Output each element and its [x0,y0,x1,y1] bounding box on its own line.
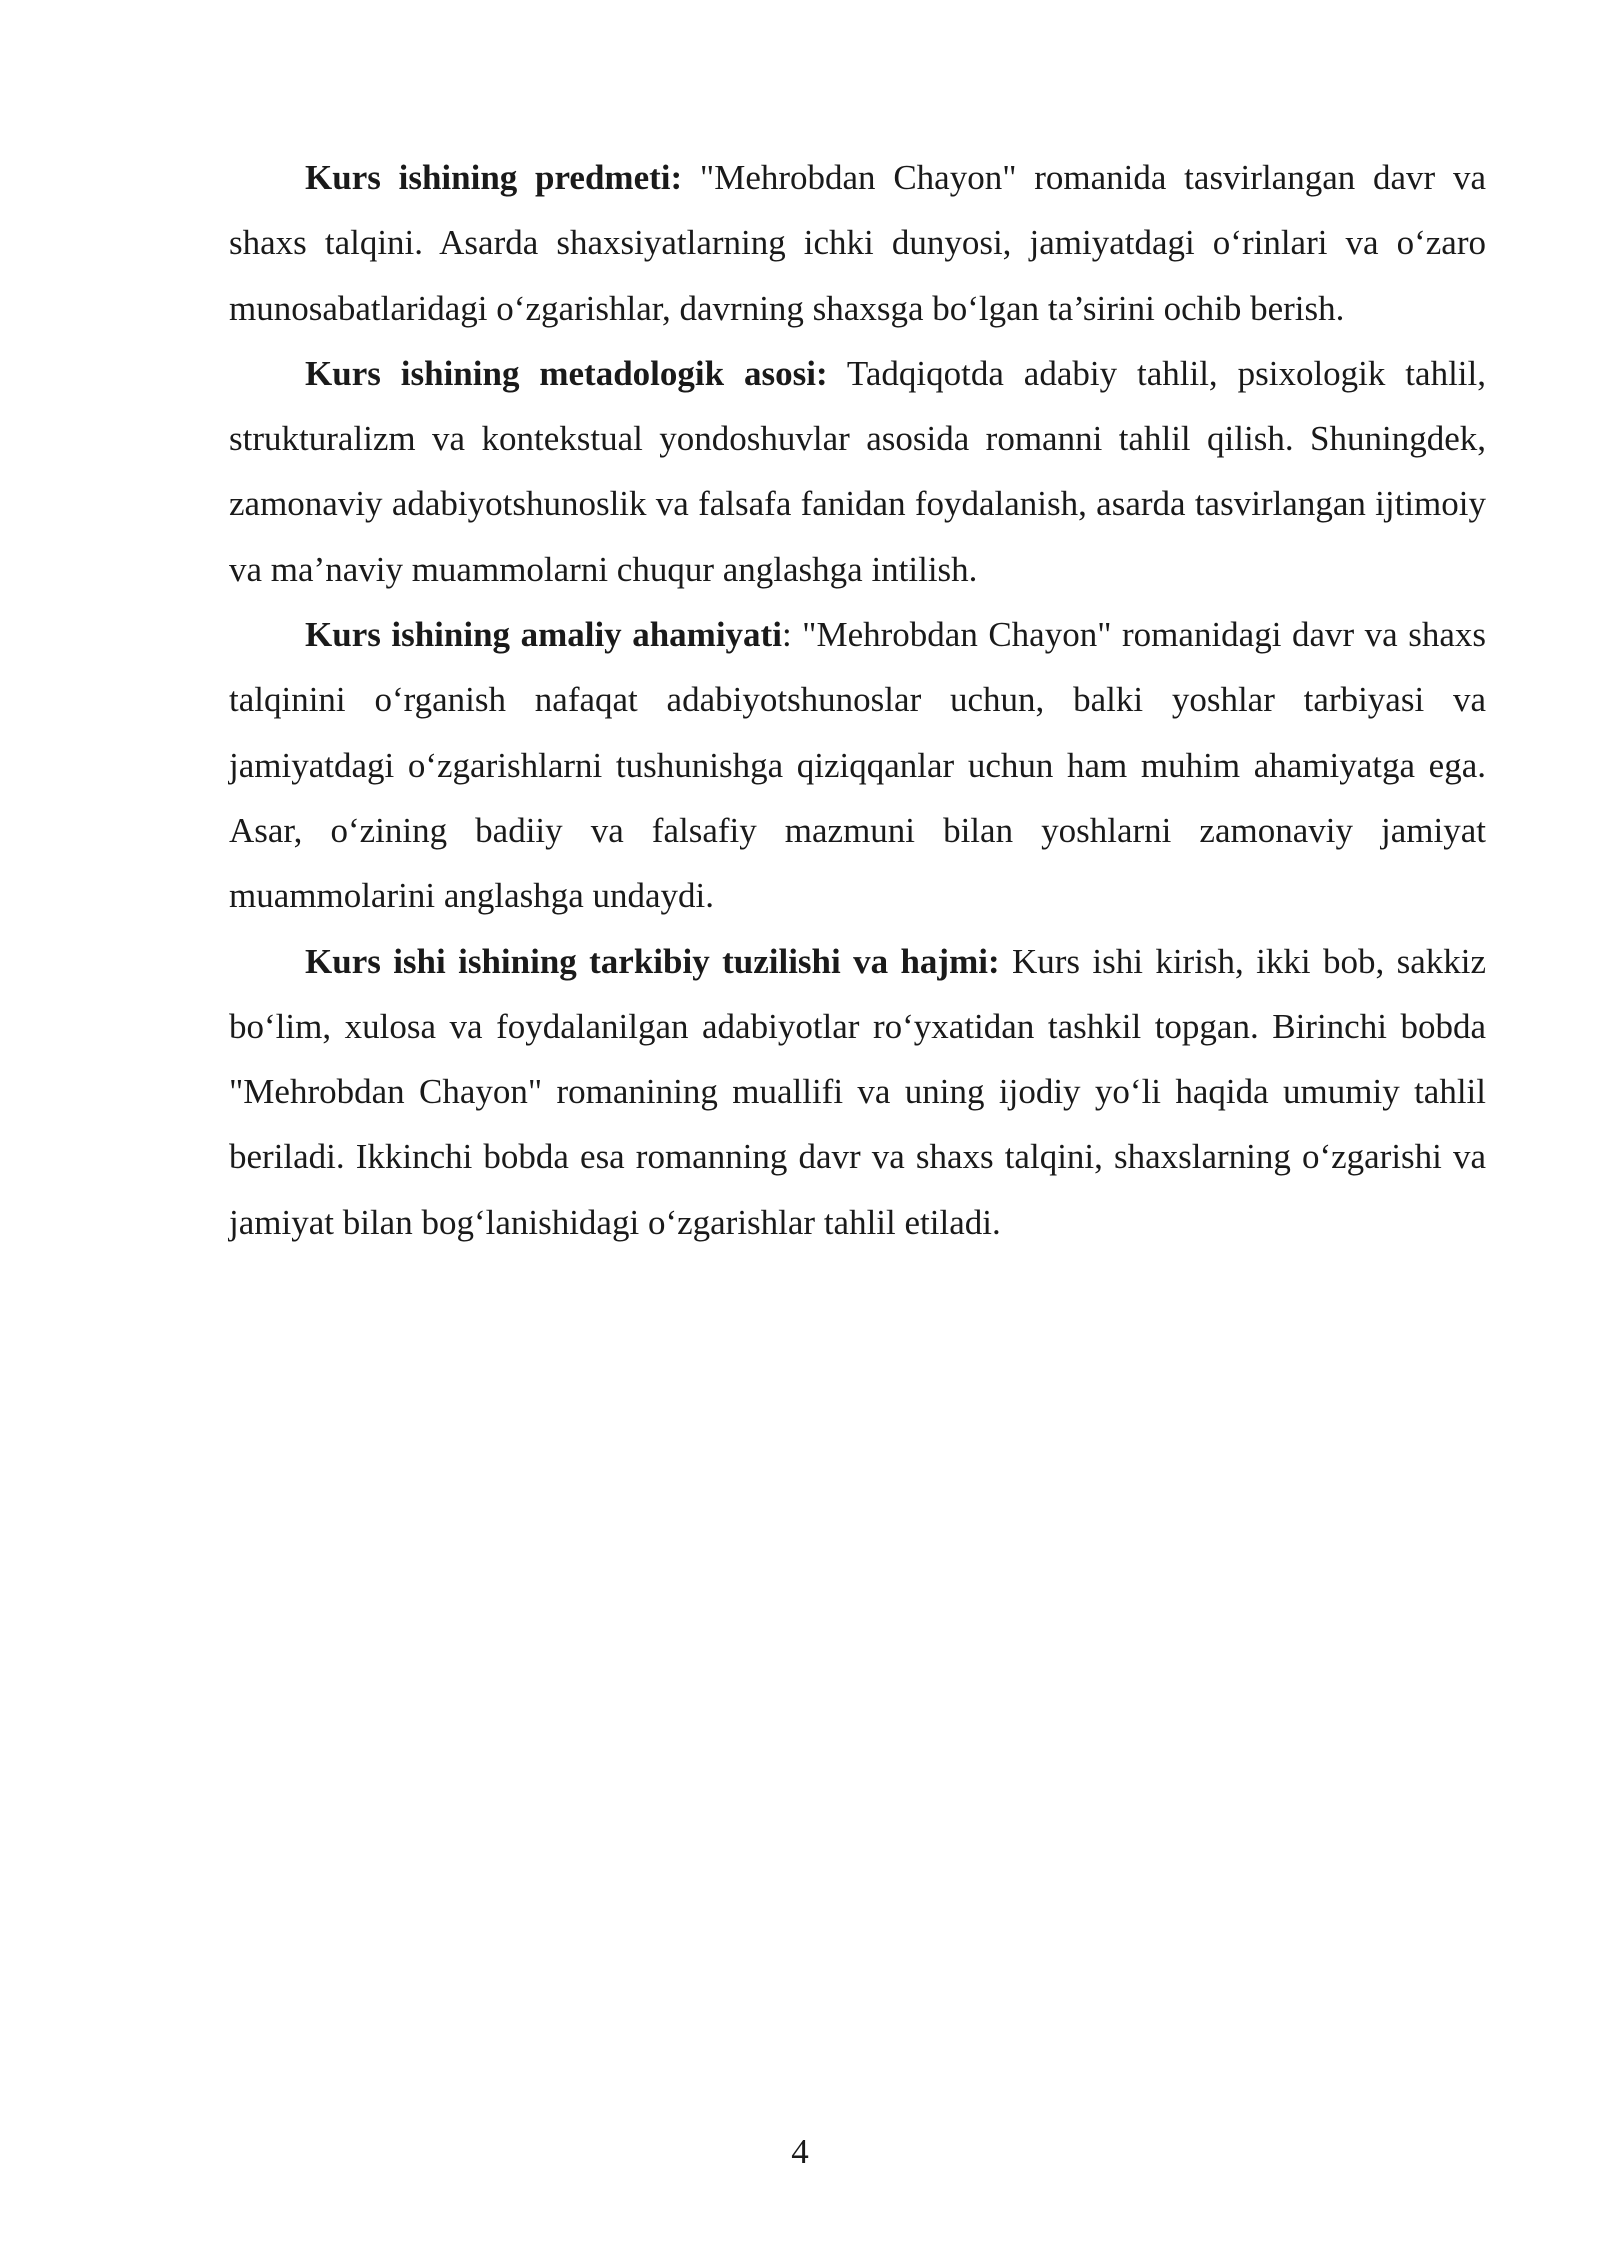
document-body [229,145,1486,1255]
paragraph-heading: Kurs ishining amaliy ahamiyati [305,615,782,655]
paragraph-text: "Mehrobdan Chayon" romanida tasvirlangan davr va shaxs talqini. Asarda shaxsiyatlarning ichki dunyosi, jamiyatdagi o‘rinlari va o‘zaro munosabatlaridagi o‘zgarishlar, davrning shaxsga bo‘lgan ta’sirini ochib berish. [229,158,1486,328]
paragraph-structure [229,929,1486,1255]
paragraph-text: Tadqiqotda adabiy tahlil, psixologik tahlil, strukturalizm va kontekstual yondoshuvlar asosida romanni tahlil qilish. Shuningdek, zamonaviy adabiyotshunoslik va falsafa fanidan foydalanish, asarda tasvirlangan ijtimoiy va ma’naviy muammolarni chuqur anglashga intilish. [229,353,1486,589]
paragraph-practical-significance [229,602,1486,928]
paragraph-methodology [229,341,1486,602]
paragraph-text: : "Mehrobdan Chayon" romanidagi davr va shaxs talqinini o‘rganish nafaqat adabiyotshunoslar uchun, balki yoshlar tarbiyasi va jamiyatdagi o‘zgarishlarni tushunishga qiziqqanlar uchun ham muhim ahamiyatga ega. Asar, o‘zining badiiy va falsafiy mazmuni bilan yoshlarni zamonaviy jamiyat muammolarini anglashga undaydi. [229,615,1486,916]
paragraph-heading: Kurs ishining predmeti: [305,158,683,197]
paragraph-text: Kurs ishi kirish, ikki bob, sakkiz bo‘lim, xulosa va foydalanilgan adabiyotlar ro‘yxatidan tashkil topgan. Birinchi bobda "Mehrobdan Chayon" romanining muallifi va uning ijodiy yo‘li haqida umumiy tahlil beriladi. Ikkinchi bobda esa romanning davr va shaxs talqini, shaxslarning o‘zgarishi va jamiyat bilan bog‘lanishidagi o‘zgarishlar tahlil etiladi. [229,941,1486,1242]
paragraph-subject [229,145,1486,341]
page-number: 4 [791,2132,809,2171]
paragraph-heading: Kurs ishining metadologik asosi: [305,353,828,393]
paragraph-heading: Kurs ishi ishining tarkibiy tuzilishi va hajmi: [305,941,1000,981]
